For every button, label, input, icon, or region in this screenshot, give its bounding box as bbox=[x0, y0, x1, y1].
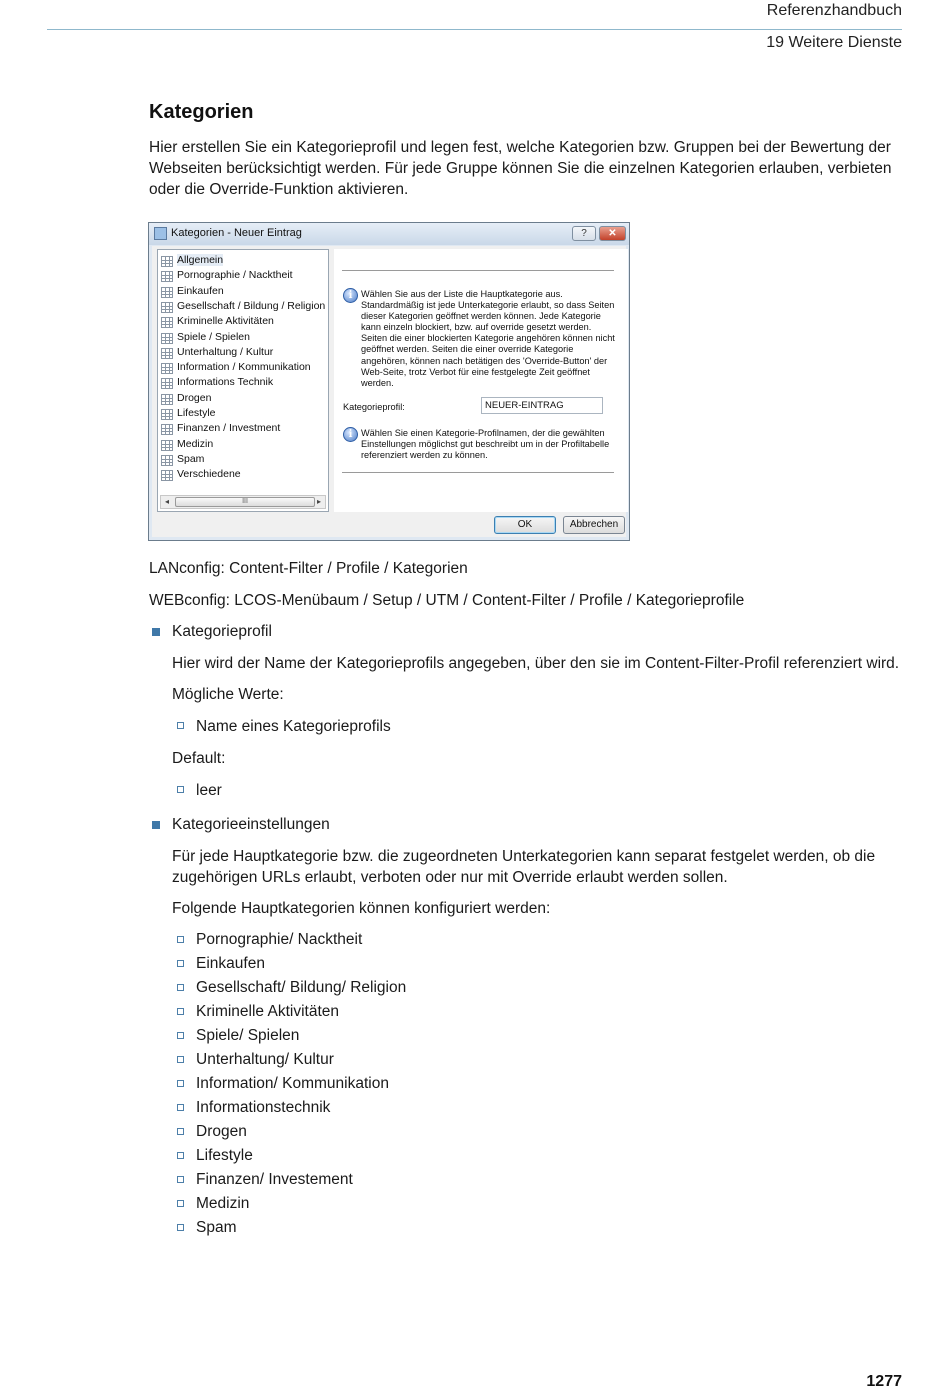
app-icon bbox=[154, 227, 167, 240]
info-icon: i bbox=[343, 288, 358, 303]
default-value: leer bbox=[196, 782, 222, 799]
dialog-title: Kategorien - Neuer Eintrag bbox=[171, 227, 302, 239]
category-list-item: Kriminelle Aktivitäten bbox=[196, 1003, 340, 1020]
table-icon bbox=[161, 424, 173, 435]
table-icon bbox=[161, 470, 173, 481]
default-label: Default: bbox=[172, 750, 226, 767]
bullet-square-icon bbox=[152, 821, 160, 829]
table-icon bbox=[161, 455, 173, 466]
header-divider bbox=[47, 29, 902, 30]
scroll-thumb[interactable]: III bbox=[175, 497, 315, 507]
scroll-right-arrow-icon[interactable]: ▸ bbox=[316, 497, 321, 506]
table-icon bbox=[161, 409, 173, 420]
info-icon: i bbox=[343, 427, 358, 442]
bullet-open-icon bbox=[177, 1032, 184, 1039]
table-icon bbox=[161, 287, 173, 298]
table-icon bbox=[161, 302, 173, 313]
dialog-titlebar[interactable] bbox=[149, 223, 629, 245]
table-icon bbox=[161, 317, 173, 328]
tree-item-label: Informations Technik bbox=[177, 376, 274, 389]
category-tree[interactable] bbox=[157, 249, 329, 512]
tree-item-label: Allgemein bbox=[177, 254, 224, 266]
bullet-square-icon bbox=[152, 628, 160, 636]
category-list-item: Spiele/ Spielen bbox=[196, 1027, 300, 1044]
possible-value: Name eines Kategorieprofils bbox=[196, 718, 391, 735]
category-list-item: Einkaufen bbox=[196, 955, 265, 972]
categories-dialog bbox=[148, 222, 630, 541]
info-text-profile: Wählen Sie einen Kategorie-Profilnamen, der die gewählten Einstellungen möglichst gut beschreibt um in der Profiltabelle referenziert werden zu können. bbox=[361, 428, 610, 461]
bullet-open-icon bbox=[177, 1176, 184, 1183]
table-icon bbox=[161, 271, 173, 282]
bullet-open-icon bbox=[177, 722, 184, 729]
close-button[interactable]: ✕ bbox=[599, 226, 626, 241]
top-divider bbox=[342, 270, 614, 271]
table-icon bbox=[161, 440, 173, 451]
tree-item-label: Verschiedene bbox=[177, 468, 241, 481]
tree-item-label: Spam bbox=[177, 452, 205, 465]
profile-label: Kategorieprofil: bbox=[343, 402, 405, 412]
category-list-item: Drogen bbox=[196, 1123, 247, 1140]
section-intro: Hier erstellen Sie ein Kategorieprofil und legen fest, welche Kategorien bzw. Gruppen bei der Bewertung der Webseiten berücksichtigt werden. Für jede Gruppe können Sie die einzelnen Kategorien erlauben, verbieten oder die Override-Funktion aktivieren. bbox=[149, 139, 892, 198]
category-list-item: Finanzen/ Investement bbox=[196, 1171, 353, 1188]
info-text-main: Wählen Sie aus der Liste die Hauptkategorie aus. Standardmäßig ist jede Unterkategorie erlaubt, so dass Seiten dieser Kategorien geöffnet werden können. Jede Kategorie kann einzeln blockiert, bzw. auf override gesetzt werden. Seiten die einer blockierten Kategorie angehören können nicht geöffnet werden. Seiten die einer override Kategorie angehören, können nach betätigen des 'Override-Button' der Web-Seite, trotz Verbot für eine festgelegte Zeit geöffnet werden. bbox=[361, 289, 615, 388]
item-kategorieprofil-title: Kategorieprofil bbox=[172, 623, 272, 640]
category-list-item: Lifestyle bbox=[196, 1147, 253, 1164]
help-button[interactable]: ? bbox=[572, 226, 596, 241]
item-kategorieprofil-desc: Hier wird der Name der Kategorieprofils angegeben, über den sie im Content-Filter-Profil referenziert wird. bbox=[172, 655, 900, 672]
bullet-open-icon bbox=[177, 1152, 184, 1159]
table-icon bbox=[161, 256, 173, 267]
ok-button[interactable]: OK bbox=[494, 516, 556, 534]
possible-values-label: Mögliche Werte: bbox=[172, 686, 284, 703]
bullet-open-icon bbox=[177, 1224, 184, 1231]
bullet-open-icon bbox=[177, 1080, 184, 1087]
tree-item-label: Medizin bbox=[177, 437, 214, 450]
table-icon bbox=[161, 348, 173, 359]
tree-item-label: Finanzen / Investment bbox=[177, 422, 281, 435]
tree-item-label: Kriminelle Aktivitäten bbox=[177, 315, 274, 328]
table-icon bbox=[161, 333, 173, 344]
tree-item-label: Einkaufen bbox=[177, 284, 224, 297]
category-list-item: Gesellschaft/ Bildung/ Religion bbox=[196, 979, 407, 996]
tree-item-label: Spiele / Spielen bbox=[177, 330, 250, 343]
bullet-open-icon bbox=[177, 1200, 184, 1207]
tree-horizontal-scrollbar[interactable] bbox=[160, 495, 326, 509]
category-list-item: Informationstechnik bbox=[196, 1099, 331, 1116]
dialog-body bbox=[152, 246, 626, 537]
category-list-item: Unterhaltung/ Kultur bbox=[196, 1051, 334, 1068]
category-list-item: Pornographie/ Nacktheit bbox=[196, 931, 363, 948]
table-icon bbox=[161, 378, 173, 389]
running-header-chapter: 19 Weitere Dienste bbox=[766, 34, 902, 51]
cancel-button[interactable]: Abbrechen bbox=[563, 516, 625, 534]
bullet-open-icon bbox=[177, 936, 184, 943]
bullet-open-icon bbox=[177, 984, 184, 991]
bullet-open-icon bbox=[177, 1008, 184, 1015]
main-categories-label: Folgende Hauptkategorien können konfiguriert werden: bbox=[172, 900, 551, 917]
bullet-open-icon bbox=[177, 1104, 184, 1111]
tree-item-label: Lifestyle bbox=[177, 407, 216, 419]
category-list-item: Spam bbox=[196, 1219, 237, 1236]
profile-name-input[interactable]: NEUER-EINTRAG bbox=[481, 397, 603, 414]
lanconfig-path: LANconfig: Content-Filter / Profile / Kategorien bbox=[149, 560, 468, 577]
item-kategorieeinstellungen-title: Kategorieeinstellungen bbox=[172, 816, 330, 833]
table-icon bbox=[161, 394, 173, 405]
bullet-open-icon bbox=[177, 960, 184, 967]
item-kategorieeinstellungen-desc: Für jede Hauptkategorie bzw. die zugeordneten Unterkategorien kann separat festgelet werden, ob die zugehörigen URLs erlaubt, verboten oder nur mit Override erlaubt werden sollen. bbox=[172, 848, 876, 886]
settings-pane bbox=[334, 249, 628, 512]
tree-item-label: Information / Kommunikation bbox=[177, 361, 311, 374]
bullet-open-icon bbox=[177, 1056, 184, 1063]
tree-item-label: Gesellschaft / Bildung / Religion bbox=[177, 299, 326, 312]
bottom-divider bbox=[342, 472, 614, 473]
page-number: 1277 bbox=[866, 1373, 902, 1390]
table-icon bbox=[161, 363, 173, 374]
category-list-item: Medizin bbox=[196, 1195, 250, 1212]
category-list-item: Information/ Kommunikation bbox=[196, 1075, 389, 1092]
tree-item-label: Pornographie / Nacktheit bbox=[177, 269, 293, 282]
tree-item-label: Drogen bbox=[177, 391, 212, 404]
tree-item-label: Unterhaltung / Kultur bbox=[177, 345, 274, 358]
scroll-left-arrow-icon[interactable]: ◂ bbox=[164, 497, 169, 506]
bullet-open-icon bbox=[177, 1128, 184, 1135]
bullet-open-icon bbox=[177, 786, 184, 793]
webconfig-path: WEBconfig: LCOS-Menübaum / Setup / UTM / Content-Filter / Profile / Kategorieprofile bbox=[149, 592, 745, 609]
section-title: Kategorien bbox=[149, 101, 254, 123]
running-header-title: Referenzhandbuch bbox=[766, 2, 902, 19]
